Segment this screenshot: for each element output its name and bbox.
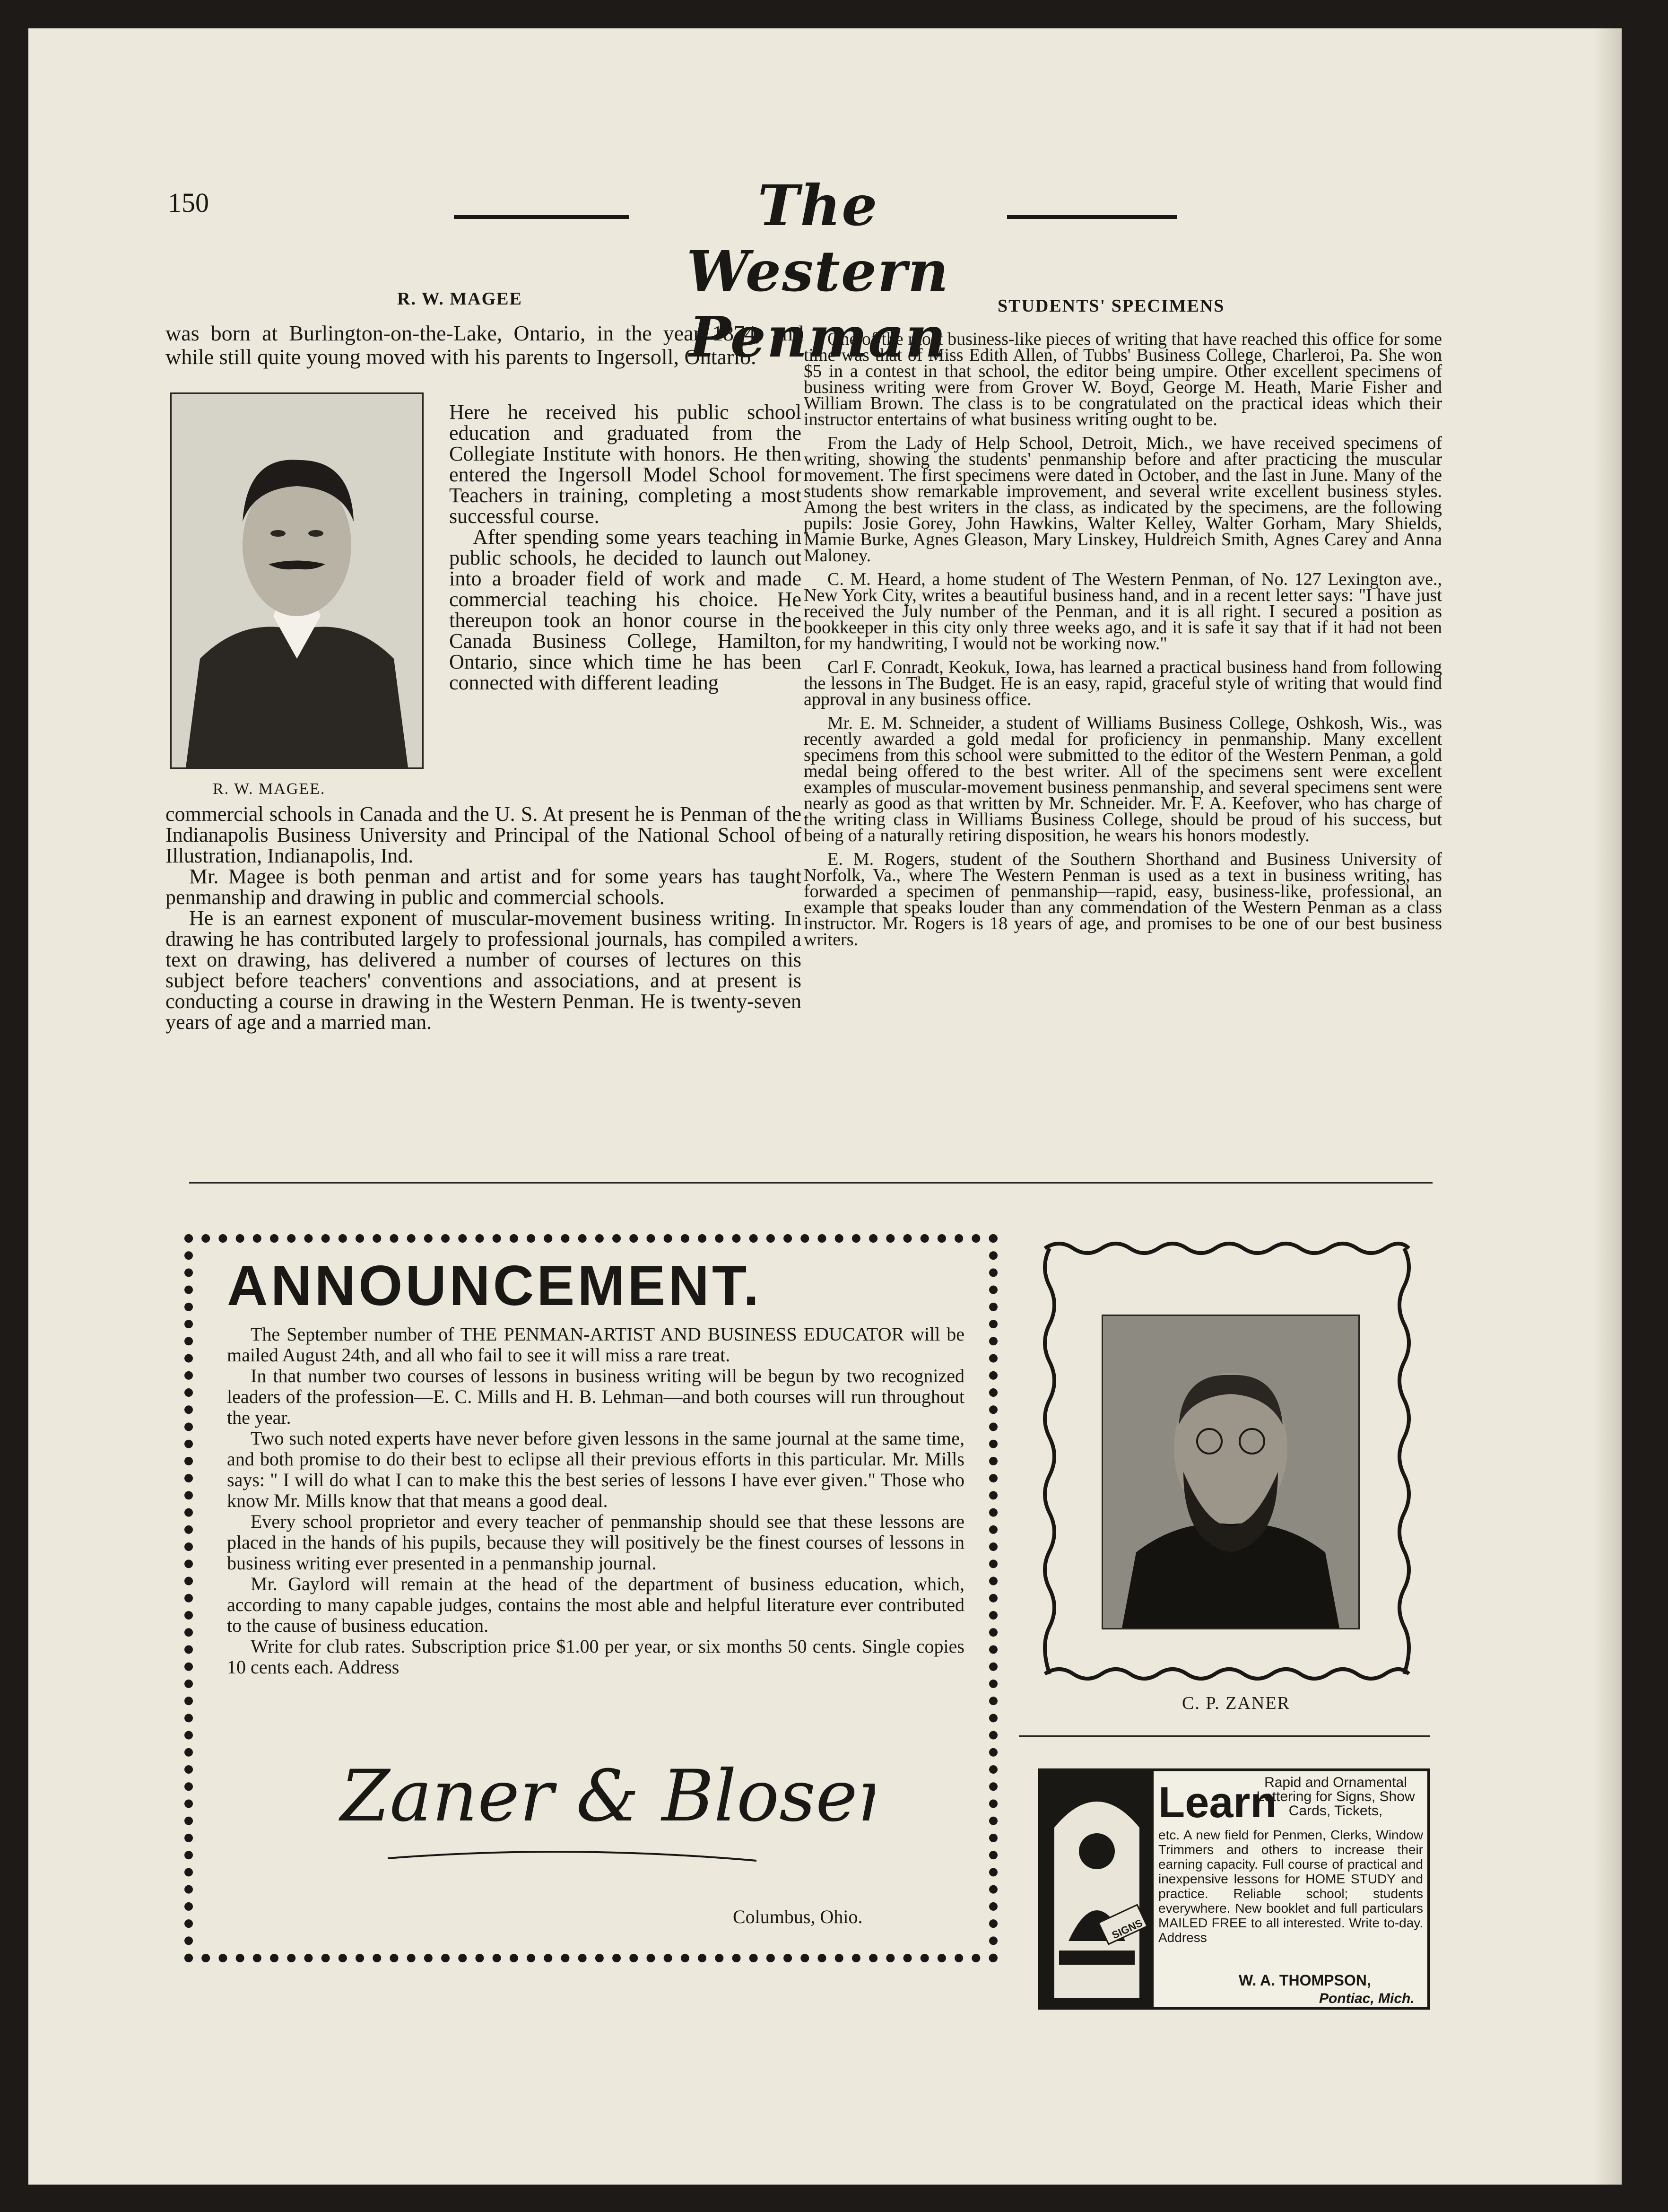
specimens-paragraph: C. M. Heard, a home student of The Western Penman, of No. 127 Lexington ave., New York City, writes a beautiful business hand, and in a recent letter says: "I have just received the July number of the Penman, and it is all right. I secured a position as bookkeeper in this city only three weeks ago, and it is safe it say that if it had not been for my handwriting, I would not be working now." <box>804 569 1442 653</box>
signature-text: Zaner & Bloser <box>340 1755 875 1838</box>
announcement-paragraph: In that number two courses of lessons in business writing will be begun by two recognized leaders of the profession—E. C. Mills and H. B. Lehman—and both courses will run throughout the year. <box>227 1365 964 1428</box>
magee-text-beside-photo <box>449 402 801 693</box>
sign-text: SIGNS <box>1110 1916 1145 1942</box>
learn-subtitle: Rapid and Ornamental Lettering for Signs, Show Cards, Tickets, <box>1256 1775 1415 1819</box>
magee-heading: R. W. MAGEE <box>397 289 522 309</box>
magee-paragraph: commercial schools in Canada and the U. S. At present he is Penman of the Indianapolis Business University and Principal of the National School of Illustration, Indianapolis, Ind. <box>165 802 801 867</box>
learn-body: etc. A new field for Penmen, Clerks, Window Trimmers and others to increase their earning capacity. Full course of practical and inexpensive lessons for HOME STUDY and practice. Reliable school; students everywhere. New booklet and full particulars MAILED FREE to all interested. Write to-day. Address <box>1158 1828 1423 1945</box>
magee-paragraph: Here he received his public school education and graduated from the Collegiate Institute with honors. He then entered the Ingersoll Model School for Teachers in training, completing a most successful course. <box>449 401 801 528</box>
announcement-paragraph: Write for club rates. Subscription price $1.00 per year, or six months 50 cents. Single copies 10 cents each. Address <box>227 1636 964 1678</box>
announcement-body <box>227 1324 964 1678</box>
learn-headline: Learn <box>1158 1778 1277 1827</box>
specimens-paragraph: Carl F. Conradt, Keokuk, Iowa, has learned a practical business hand from following the lessons in The Budget. He is an easy, rapid, graceful style of writing that would find approval in any business office. <box>804 657 1442 709</box>
learn-advertiser-city: Pontiac, Mich. <box>1319 1991 1415 2006</box>
announcement-paragraph: Two such noted experts have never before given lessons in the same journal at the same time, and both promise to do their best to eclipse all their previous efforts in this particular. Mr. Mills says: " I will do what I can to make this the best series of lessons I have ever given." Those who know Mr. Mills know that that means a good deal. <box>227 1428 964 1511</box>
zaner-bloser-signature <box>331 1750 875 1872</box>
masthead-rule-right <box>1007 215 1177 219</box>
zaner-divider <box>1019 1735 1430 1737</box>
page-edge-shadow <box>1593 28 1622 2185</box>
lettering-illustration <box>1040 1771 1154 2007</box>
zaner-caption: C. P. ZANER <box>1182 1693 1290 1713</box>
masthead-title: The Western Penman <box>686 173 949 370</box>
magee-paragraph: After spending some years teaching in public schools, he decided to launch out into a broader field of work and made commercial teaching his choice. He thereupon took an honor course in the Canada Business College, Hamilton, Ontario, since which time he has been connected with different leading <box>449 525 801 694</box>
specimens-paragraph: From the Lady of Help School, Detroit, Mich., we have received specimens of writing, showing the students' penmanship before and after practicing the muscular movement. The first specimens were dated in October, and the last in June. Many of the students show remarkable improvement, and several write excellent business styles. Among the best writers in the class, as indicated by the specimens, are the following pupils: Josie Gorey, John Hawkins, Walter Kelley, Walter Gorham, Mary Shields, Mamie Burke, Agnes Gleason, Mary Linskey, Huldreich Smith, Agnes Carey and Anna Maloney. <box>804 433 1442 566</box>
specimens-heading: STUDENTS' SPECIMENS <box>998 296 1225 316</box>
magee-paragraph: He is an earnest exponent of muscular-movement business writing. In drawing he has contributed largely to professional journals, has compiled a text on drawing, has delivered a number of courses of lectures on this subject before teachers' conventions and associations, and at present is conducting a course in drawing in the Western Penman. He is twenty-seven years of age and a married man. <box>165 906 801 1034</box>
announcement-paragraph: The September number of THE PENMAN-ARTIST AND BUSINESS EDUCATOR will be mailed August 24th, and all who fail to see it will miss a rare treat. <box>227 1324 964 1366</box>
announcement-paragraph: Mr. Gaylord will remain at the head of the department of business education, which, according to many capable judges, contains the most able and helpful literature ever contributed to the cause of business education. <box>227 1573 964 1636</box>
specimens-paragraph: Mr. E. M. Schneider, a student of Williams Business College, Oshkosh, Wis., was recently awarded a gold medal for proficiency in penmanship. Many excellent specimens from this school were submitted to the editor of the Western Penman, a gold medal being offered to the best writer. All of the specimens sent were excellent examples of muscular-movement business penmanship, and several specimens sent were nearly as good as that written by Mr. Schneider. Mr. F. A. Keefover, who has charge of the writing class in Williams Business College, should be proud of his success, but being of a naturally retiring disposition, he wears his honors modestly. <box>804 713 1442 845</box>
magee-paragraph: Mr. Magee is both penman and artist and for some years has taught penmanship and drawing in public and commercial schools. <box>165 865 801 909</box>
magee-photo-caption: R. W. MAGEE. <box>213 780 326 798</box>
specimens-paragraph: One of the most business-like pieces of writing that have reached this office for some time was that of Miss Edith Allen, of Tubbs' Business College, Charleroi, Pa. She won $5 in a contest in that school, the editor being umpire. Other excellent specimens of business writing were from Grover W. Boyd, George M. Heath, Marie Fisher and William Brown. The class is to be congratulated on the practical ideas which their instructor entertains of what business writing ought to be. <box>804 329 1442 429</box>
magee-photo <box>170 392 424 769</box>
zaner-photo <box>1102 1315 1360 1629</box>
magee-text-bottom <box>165 804 801 1033</box>
announcement-city: Columbus, Ohio. <box>733 1906 863 1927</box>
announcement-title: ANNOUNCEMENT. <box>227 1254 762 1317</box>
page-number: 150 <box>168 187 209 218</box>
announcement-paragraph: Every school proprietor and every teacher of penmanship should see that these lessons are placed in the hands of his pupils, because they will positively be the finest courses of lessons in business writing ever presented in a penmanship journal. <box>227 1511 964 1574</box>
specimens-paragraph: E. M. Rogers, student of the Southern Shorthand and Business University of Norfolk, Va., where The Western Penman is used as a text in business writing, has forwarded a specimen of penmanship—rapid, easy, business-like, professional, an example that speaks louder than any commendation of the Western Penman as a class instructor. Mr. Rogers is 18 years of age, and promises to be one of our best business writers. <box>804 849 1442 949</box>
magee-intro: was born at Burlington-on-the-Lake, Ontario, in the year 1874, and while still quite young moved with his parents to Ingersoll, Ontario. <box>165 321 804 369</box>
specimens-column <box>804 331 1442 955</box>
section-divider <box>189 1182 1433 1184</box>
masthead-rule-left <box>454 215 629 219</box>
learn-advertiser-name: W. A. THOMPSON, <box>1239 1972 1371 1989</box>
